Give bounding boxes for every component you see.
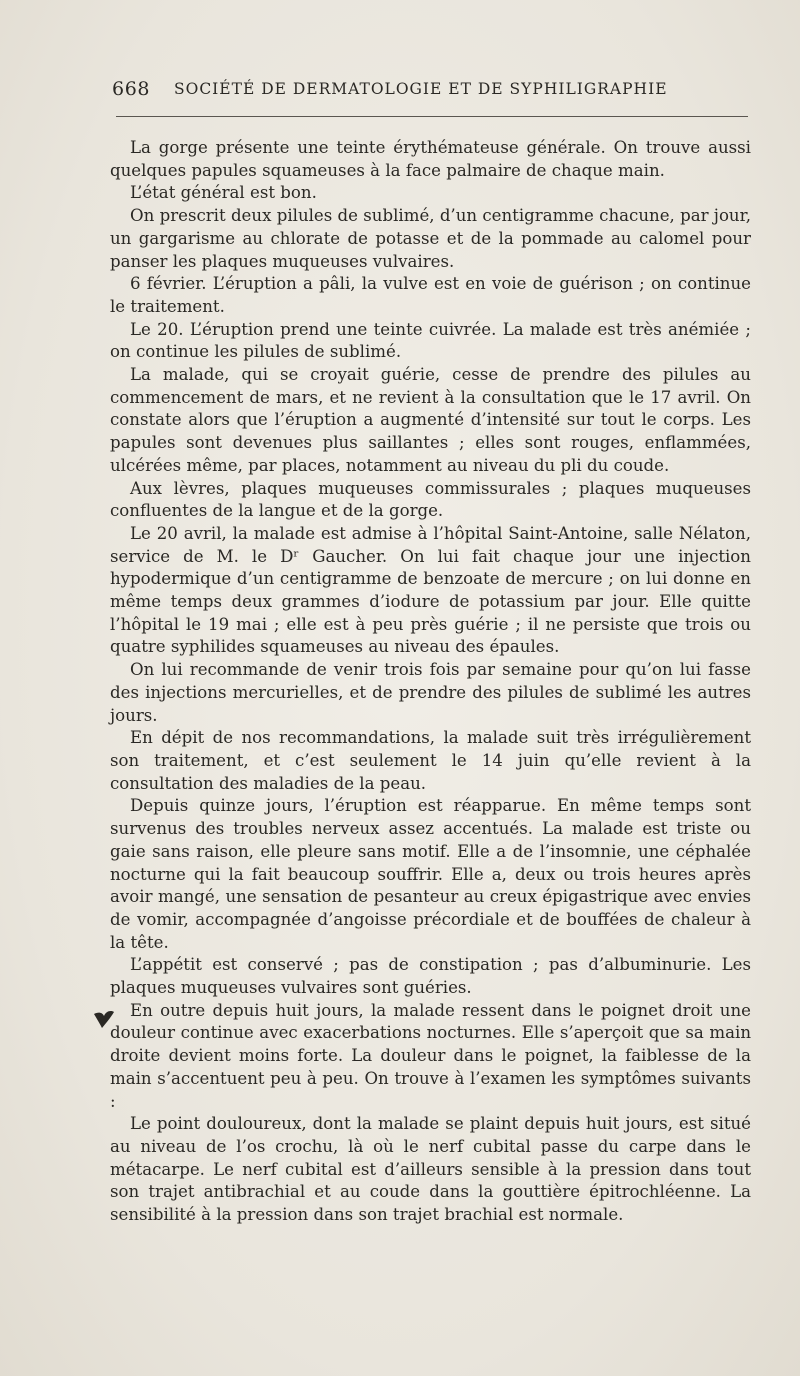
paragraph-14: Le point douloureux, dont la malade se plaint depuis huit jours, est situé au niveau de l’os crochu, là où le nerf cubital passe du carpe dans le métacarpe. Le nerf cubital est d’ailleurs sensible à la pression dans tout son trajet antibrachial et au coude dans la gouttière épitrochléenne. La sensibilité à la pression dans son trajet brachial est normale. [110,1114,751,1225]
paragraph-7: Aux lèvres, plaques muqueuses commissurales ; plaques muqueuses confluentes de la langue et de la gorge. [110,478,751,521]
paragraph-1: La gorge présente une teinte érythémateuse générale. On trouve aussi quelques papules squameuses à la face palmaire de chaque main. [110,138,751,180]
running-title: SOCIÉTÉ DE DERMATOLOGIE ET DE SYPHILIGRAPHIE [174,80,668,98]
paragraph-12: L’appétit est conservé ; pas de constipation ; pas d’albuminurie. Les plaques muqueuses vulvaires sont guéries. [110,955,751,998]
paragraph-9: On lui recommande de venir trois fois par semaine pour qu’on lui fasse des injections mercurielles, et de prendre des pilules de sublimé les autres jours. [110,660,751,725]
paragraph-4: 6 février. L’éruption a pâli, la vulve est en voie de guérison ; on continue le traitement. [110,274,751,316]
paragraph-11: Depuis quinze jours, l’éruption est réapparue. En même temps sont survenus des troubles nerveux assez accentués. La malade est triste ou gaie sans raison, elle pleure sans motif. Elle a de l’insomnie, une céphalée nocturne qui la fait beaucoup souffrir. Elle a, deux ou trois heures après avoir mangé, une sensation de pesanteur au creux épigastrique avec envies de vomir, accompagnée d’angoisse précordiale et de bouffées de chaleur à la tête. [110,796,751,952]
running-head [112,78,748,108]
paragraph-10: En dépit de nos recommandations, la malade suit très irrégulièrement son traitement, et c’est seulement le 14 juin qu’elle revient à la consultation des maladies de la peau. [110,728,751,793]
paragraph-6: La malade, qui se croyait guérie, cesse de prendre des pilules au commencement de mars, et ne revient à la consultation que le 17 avril. On constate alors que l’éruption a augmenté d’intensité sur tout le corps. Les papules sont devenues plus saillantes ; elles sont rouges, enflammées, ulcérées même, par places, notamment au niveau du pli du coude. [110,365,751,475]
ink-mark-icon [92,1008,116,1032]
paragraph-5: Le 20. L’éruption prend une teinte cuivrée. La malade est très anémiée ; on continue les pilules de sublimé. [110,319,751,362]
body-text [110,137,751,1227]
paragraph-2: L’état général est bon. [130,183,317,203]
paragraph-13: En outre depuis huit jours, la malade ressent dans le poignet droit une douleur continue avec exacerbations nocturnes. Elle s’aperçoit que sa main droite devient moins forte. La douleur dans le poignet, la faiblesse de la main s’accentuent peu à peu. On trouve à l’examen les symptômes suivants : [110,1000,751,1111]
header-rule [116,116,748,117]
page-number: 668 [112,78,151,100]
paragraph-8: Le 20 avril, la malade est admise à l’hôpital Saint-Antoine, salle Nélaton, service de M. le Dʳ Gaucher. On lui fait chaque jour une injection hypodermique d’un centigramme de benzoate de mercure ; on lui donne en même temps deux grammes d’iodure de potassium par jour. Elle quitte l’hôpital le 19 mai ; elle est à peu près guérie ; il ne persiste que trois ou quatre syphilides squameuses au niveau des épaules. [110,523,751,657]
paragraph-3: On prescrit deux pilules de sublimé, d’un centigramme chacune, par jour, un gargarisme au chlorate de potasse et de la pommade au calomel pour panser les plaques muqueuses vulvaires. [110,206,751,271]
